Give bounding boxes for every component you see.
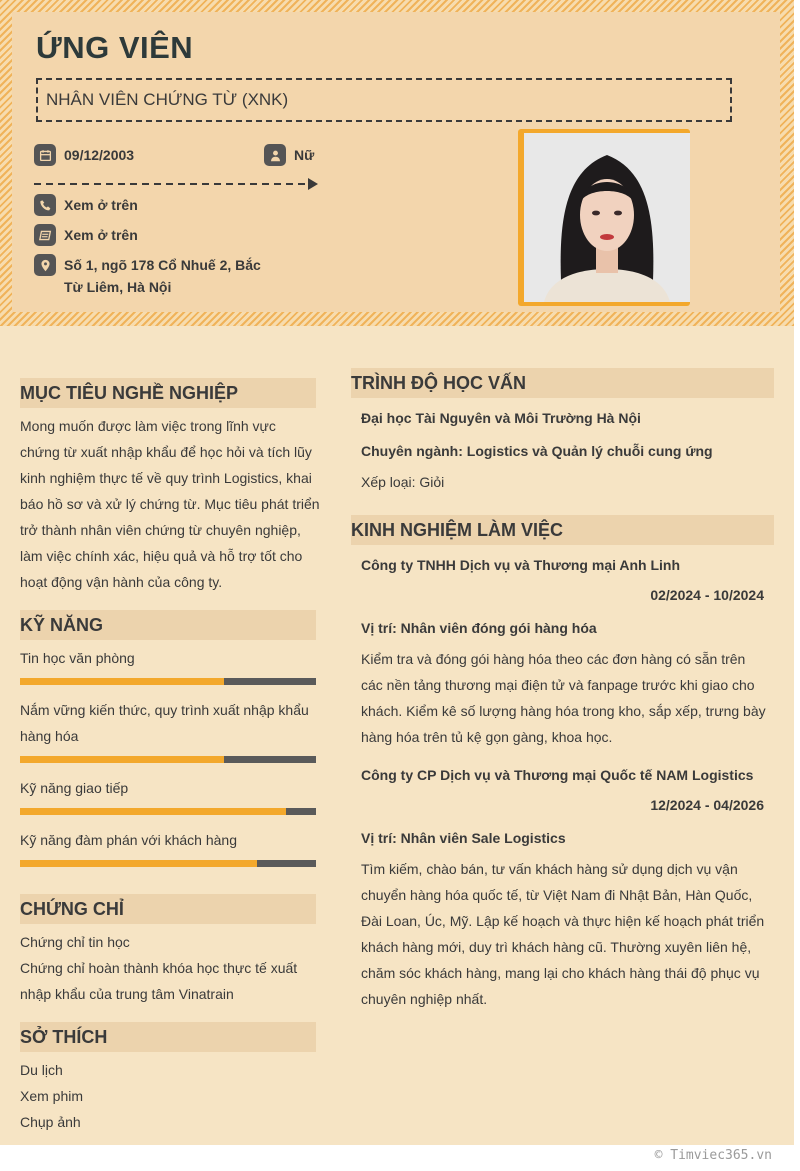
objective-line: Mong muốn được làm việc trong lĩnh vực [20,418,276,434]
desired-position: NHÂN VIÊN CHỨNG TỪ (XNK) [36,78,732,122]
skill-bar [20,808,316,815]
certificates-list [20,929,320,1007]
job-description-line: Tìm kiếm, chào bán, tư vấn khách hàng sử dụng dịch vụ vận [361,861,738,877]
email-value: Xem ở trên [64,227,138,243]
hobbies-title: SỞ THÍCH [20,1022,316,1052]
skill-label: Tin học văn phòng [20,650,135,666]
skill-bar [20,860,316,867]
phone-value: Xem ở trên [64,197,138,213]
job-description-line: các nền tảng thương mại điện tử và fanpage trước khi giao cho [361,677,755,693]
hobby-item: Chụp ảnh [20,1114,81,1130]
objective-line: làm việc chính xác, hiệu quả và hỗ trợ tốt cho [20,548,303,564]
job-description-line: chuyển hàng hóa quốc tế, từ Việt Nam đi Nhật Bản, Hàn Quốc, [361,887,753,903]
objective-title: MỤC TIÊU NGHỀ NGHIỆP [20,378,316,408]
education-title: TRÌNH ĐỘ HỌC VẤN [351,368,774,398]
objective-text [20,413,320,595]
education-major: Chuyên ngành: Logistics và Quản lý chuỗi cung ứng [361,443,713,459]
skill-label [20,697,320,749]
job-description-line: hàng hóa trên tủ kệ gọn gàng, khoa học. [361,729,613,745]
address-line-1: Số 1, ngõ 178 Cổ Nhuế 2, Bắc [64,257,261,273]
skill-label: Kỹ năng giao tiếp [20,780,129,796]
job-role: Vị trí: Nhân viên Sale Logistics [361,830,566,846]
skill-bar [20,756,316,763]
objective-line: kinh nghiệm thực tế về quy trình Logistics, khai [20,470,312,486]
education-grade: Xếp loại: Giỏi [361,474,445,490]
skill-bar-fill [20,860,257,867]
birthday-row [34,144,134,166]
address-row [34,254,261,298]
job-period: 02/2024 - 10/2024 [650,587,764,603]
certificate-item: Chứng chỉ hoàn thành khóa học thực tế xuất [20,960,298,976]
objective-line: chứng từ xuất nhập khẩu để học hỏi và tích lũy [20,444,312,460]
address-line-2: Từ Liêm, Hà Nội [64,279,172,295]
job-company: Công ty TNHH Dịch vụ và Thương mại Anh Linh [361,557,681,573]
certificate-item: Chứng chỉ tin học [20,934,130,950]
phone-icon [34,194,56,216]
job-description-line: khách. Kiểm kê số lượng hàng hóa trong kho, sắp xếp, trưng bày [361,703,766,719]
job-company: Công ty CP Dịch vụ và Thương mại Quốc tế NAM Logistics [361,767,754,783]
birthday-value: 09/12/2003 [64,147,135,163]
skill-bar-fill [20,808,286,815]
skill-bar [20,678,316,685]
experience-title: KINH NGHIỆM LÀM VIỆC [351,515,774,545]
gender-value: Nữ [294,147,315,163]
gender-row [264,144,314,166]
hobbies-list [20,1057,320,1135]
objective-line: hoạt động vận hành của công ty. [20,574,223,590]
certificate-item: nhập khẩu của trung tâm Vinatrain [20,986,234,1002]
job-period: 12/2024 - 04/2026 [650,797,764,813]
email-icon [34,224,56,246]
person-icon [264,144,286,166]
skill-label: Kỹ năng đàm phán với khách hàng [20,832,237,848]
avatar [524,133,690,302]
location-pin-icon [34,254,56,276]
job-description-line: chăm sóc khách hàng, mang lại cho khách hàng thái độ phục vụ [361,965,760,981]
objective-line: trở thành nhân viên chứng từ chuyên nghiệp, [20,522,301,538]
avatar-frame [518,129,690,306]
skill-label-line: hàng hóa [20,728,79,744]
job-role: Vị trí: Nhân viên đóng gói hàng hóa [361,620,597,636]
email-row [34,224,138,246]
certificates-title: CHỨNG CHỈ [20,894,316,924]
skill-bar-fill [20,678,224,685]
hobby-item: Xem phim [20,1088,84,1104]
objective-line: báo hồ sơ và xử lý chứng từ. Mục tiêu phát triển [20,496,320,512]
address-value [64,254,261,298]
job-description-line: Đài Loan, Úc, Mỹ. Lập kế hoạch và thực hiện kế hoạch phát triển [361,913,765,929]
calendar-icon [34,144,56,166]
dashed-arrow-divider [34,178,318,190]
school-name: Đại học Tài Nguyên và Môi Trường Hà Nội [361,410,641,426]
footer-watermark: © Timviec365.vn [654,1148,772,1163]
phone-row [34,194,138,216]
job-description [361,856,781,1012]
hobby-item: Du lịch [20,1062,63,1078]
candidate-name: ỨNG VIÊN [36,30,194,65]
job-description-line: Kiểm tra và đóng gói hàng hóa theo các đơn hàng có sẵn trên [361,651,746,667]
job-description-line: chuyên nghiệp nhất. [361,991,488,1007]
skill-bar-fill [20,756,224,763]
job-description [361,646,781,750]
skills-title: KỸ NĂNG [20,610,316,640]
skill-label-line: Nắm vững kiến thức, quy trình xuất nhập khẩu [20,702,309,718]
job-description-line: khách hàng mới, duy trì khách hàng cũ. Thường xuyên liên hệ, [361,939,752,955]
